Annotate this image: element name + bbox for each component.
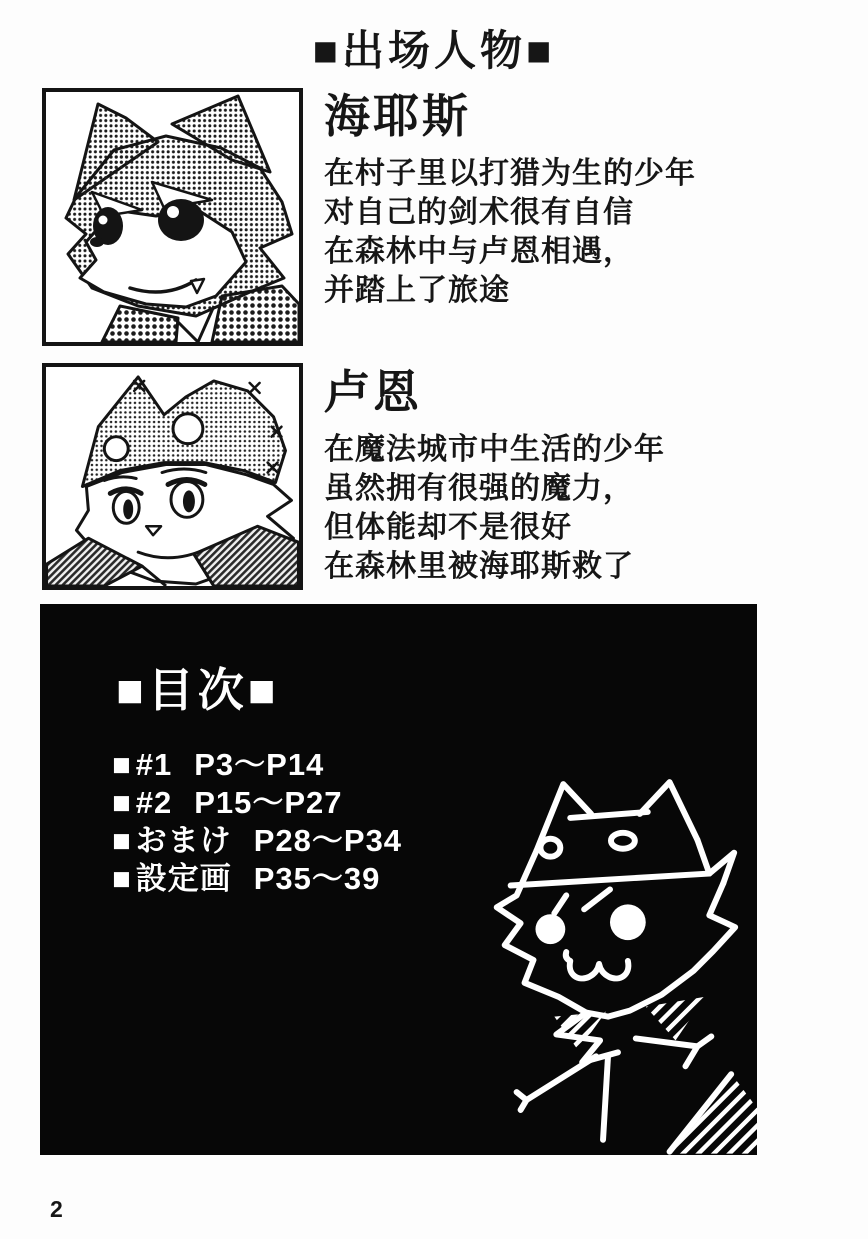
lune-portrait-frame: [42, 363, 303, 590]
toc-item: [112, 822, 402, 860]
square-bullet-icon: ■: [112, 861, 132, 896]
toc-chapter-label: 設定画: [135, 861, 232, 896]
lune-text-block: [324, 366, 754, 586]
description-line: 在森林中与卢恩相遇，: [324, 235, 634, 268]
page-title: ■出场人物■: [312, 27, 556, 74]
page-number: 2: [50, 1196, 63, 1222]
wolf-boy-portrait-illustration: [46, 92, 299, 342]
description-line: 在森林里被海耶斯救了: [324, 550, 634, 583]
toc-chapter-label: #2: [135, 785, 173, 820]
toc-pages-label: P3～P14: [194, 747, 325, 782]
toc-item: [112, 784, 402, 822]
toc-item: [112, 860, 402, 898]
character-description: [324, 430, 754, 586]
character-name: 卢恩: [324, 366, 422, 418]
toc-title: ■目次■: [116, 664, 280, 716]
toc-pages-label: P35～39: [253, 861, 381, 896]
toc-chapter-label: おまけ: [135, 823, 232, 858]
hat-boy-portrait-illustration: [46, 367, 299, 586]
description-line: 在魔法城市中生活的少年: [324, 433, 665, 466]
toc-list: [112, 746, 402, 898]
character-name: 海耶斯: [324, 90, 471, 142]
toc-chapter-label: #1: [135, 747, 173, 782]
description-line: 虽然拥有很强的魔力，: [324, 472, 634, 505]
toc-panel: [40, 604, 757, 1155]
toc-pages-label: P15～P27: [194, 785, 343, 820]
description-line: 并踏上了旅途: [324, 274, 510, 307]
toc-item: [112, 746, 402, 784]
hayes-portrait-frame: [42, 88, 303, 346]
square-bullet-icon: ■: [112, 785, 132, 820]
cat-doodle-illustration: [459, 755, 757, 1155]
square-bullet-icon: ■: [112, 823, 132, 858]
square-bullet-icon: ■: [112, 747, 132, 782]
description-line: 在村子里以打猎为生的少年: [324, 157, 696, 190]
description-line: 但体能却不是很好: [324, 511, 572, 544]
hayes-text-block: [324, 90, 754, 310]
description-line: 对自己的剑术很有自信: [324, 196, 634, 229]
character-description: [324, 154, 754, 310]
cat-doodle-svg: [459, 755, 757, 1155]
toc-pages-label: P28～P34: [253, 823, 403, 858]
